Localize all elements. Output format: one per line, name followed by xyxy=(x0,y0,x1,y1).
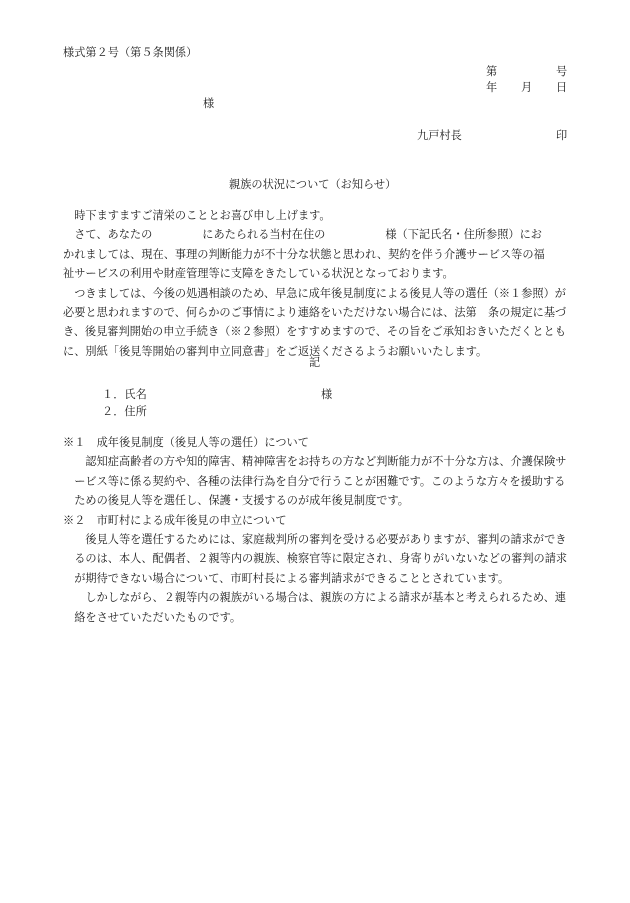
date-month: 月 xyxy=(521,81,533,94)
situation-text-a: さて、あなたの xyxy=(74,228,153,242)
note-2-text: 後見人等を選任するためには、家庭裁判所の審判を受ける必要がありますが、審判の請求ができるのは、本人、配偶者、２親等内の親族、検察官等に限定され、身寄りがいないなどの審判の請求が期待できない場合について、市町村長による審判請求ができることとされています。 xyxy=(74,533,568,585)
situation-text-d: かれましては、現在、事理の判断能力が不十分な状態と思われ、契約を伴う介護サービス等の福 xyxy=(63,247,545,261)
greeting-paragraph: 時下ますますご清栄のこととお喜び申し上げます。 xyxy=(74,209,331,222)
situation-text-c: 様（下記氏名・住所参照）にお xyxy=(385,228,542,242)
sender-name: 九戸村長 xyxy=(417,129,462,142)
note-2-heading: ※２ 市町村による成年後見の申立について xyxy=(63,513,287,527)
ki-heading: 記 xyxy=(309,356,321,369)
note-1-text: 認知症高齢者の方や知的障害、精神障害をお持ちの方など判断能力が不十分な方は、介護保険サービス等に係る契約や、各種の法律行為を自分で行うことが困難です。このような方々を援助するための後見人等を選任し、保護・支援するのが成年後見制度です。 xyxy=(74,455,567,508)
item-name-label: １．氏名 xyxy=(102,388,147,401)
note-2-text-continued: しかしながら、２親等内の親族がいる場合は、親族の方による請求が基本と考えられるため、連絡をさせていただいたものです。 xyxy=(74,591,566,624)
situation-text-b: にあたられる当村在住の xyxy=(202,228,326,242)
seal-mark: 印 xyxy=(556,129,568,142)
body-text xyxy=(63,206,568,361)
date-day: 日 xyxy=(556,81,568,94)
document-number-suffix: 号 xyxy=(556,65,568,78)
item-name-suffix: 様 xyxy=(321,388,333,401)
situation-paragraph xyxy=(63,225,568,244)
notes-section xyxy=(63,433,569,627)
situation-text-e: 祉サービスの利用や財産管理等に支障をきたしている状況となっております。 xyxy=(63,267,454,281)
note-1-heading: ※１ 成年後見制度（後見人等の選任）について xyxy=(63,436,309,449)
item-address-label: ２．住所 xyxy=(102,405,147,418)
page-title: 親族の状況について（お知らせ） xyxy=(229,178,397,191)
request-paragraph: つきましては、今後の処遇相談のため、早急に成年後見制度による後見人等の選任（※１参照）が必要と思われますので、何らかのご事情により連絡をいただけない場合には、法第 条の規定に基づき、後見審判開始の申立手続き（※２参照）をすすめますので、その旨をご承知おきいただくとともに、別紙「後見等開始の審判申立同意書」をご返送くださるようお願いいたします。 xyxy=(63,286,567,358)
document-number-prefix: 第 xyxy=(486,65,498,78)
addressee-suffix: 様 xyxy=(203,97,215,110)
date-year: 年 xyxy=(486,81,498,94)
form-label: 様式第２号（第５条関係） xyxy=(63,46,198,59)
